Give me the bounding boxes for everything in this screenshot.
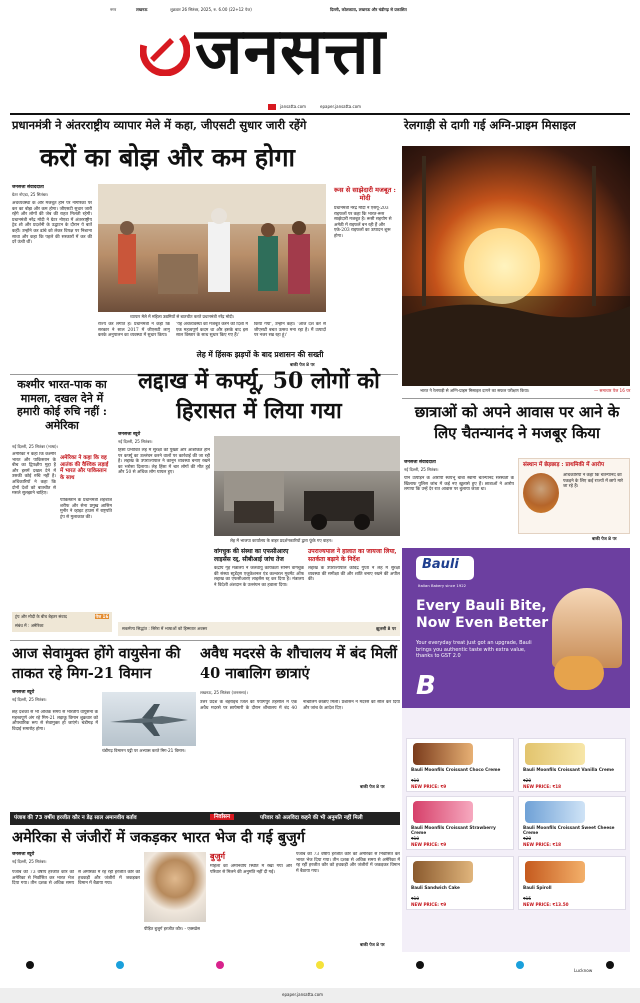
masthead-title: जनसत्ता bbox=[195, 14, 387, 89]
harjit-byline: जनसत्ता ब्यूरो bbox=[12, 852, 35, 857]
madrasa-place: लखनऊ, 25 सितंबर (जनसत्ता)। bbox=[200, 690, 248, 695]
product-old-price: ₹20 bbox=[523, 836, 531, 841]
kashmir-place: नई दिल्ली, 25 सितंबर (भाषा)। bbox=[12, 444, 59, 449]
harjit-body-2: पंजाब की 73 वर्षीय हरजीत कौर को अमेरिका से निर्वासित कर भारत भेज दिया गया। तीन दशक से अधिक समय से अमेरिका में रह रहीं हरजीत कौर को हथकड़ी और जंजीरों में जकड़कर विमान में बैठाया गया। bbox=[296, 852, 400, 874]
lead-photo bbox=[98, 184, 326, 312]
iaf-caption: चंडीगढ़ विमानन पट्टी पर अभ्यास करते मिग-21 विमान। bbox=[102, 748, 186, 753]
footer-bar bbox=[0, 988, 640, 1003]
iaf-byline: जनसत्ता ब्यूरो bbox=[12, 690, 35, 695]
product-old-price: ₹15 bbox=[523, 896, 531, 901]
lead-photo-caption: व्यापार मेले में महिला उद्यमियों से बातचीत करते प्रधानमंत्री नरेंद्र मोदी। bbox=[130, 314, 235, 319]
masthead-url[interactable]: jansatta.com bbox=[280, 104, 307, 109]
madrasa-continued[interactable]: बाकी पेज 8 पर bbox=[360, 784, 385, 789]
harjit-body: पंजाब की 73 वर्षीय हरजीत कौर को अमेरिका से निर्वासित कर भारत भेज दिया गया। तीन दशक से अधिक समय से अमेरिका में रह रहीं हरजीत कौर को हथकड़ी और जंजीरों में जकड़कर विमान में बैठाया गया। bbox=[12, 870, 140, 887]
ticker-right: परिवार को अलविदा कहने की भी अनुमति नहीं मिली bbox=[260, 815, 363, 821]
product-old-price: ₹10 bbox=[411, 836, 419, 841]
ladakh-headline: लद्दाख में कर्फ्यू, 50 लोगों को हिरासत में लिया गया bbox=[138, 368, 380, 424]
masthead-dateline: शुक्रवार 26 सितंबर, 2025, रु. 6.00 (22+12 पेज) bbox=[170, 7, 252, 12]
bauli-product-card[interactable] bbox=[406, 796, 514, 850]
lead-byline: जनसत्ता संवाददाता bbox=[12, 185, 44, 190]
footer-edition: Lucknow bbox=[574, 968, 593, 973]
harjit-photo bbox=[144, 852, 206, 922]
bauli-product-card[interactable] bbox=[406, 738, 514, 792]
ladakh-more-strip[interactable] bbox=[118, 622, 400, 636]
product-price: NEW PRICE: ₹9 bbox=[411, 784, 447, 789]
harjit-headline: अमेरिका से जंजीरों में जकड़कर भारत भेज दी गई बुजुर्ग bbox=[12, 829, 305, 846]
lead-col4: 'यह अर्थव्यवस्था को मजबूत करने की दिशा में एक महत्वपूर्ण कदम था और इसके बाद इस साल विस्तार के साथ सुधार किए गए हैं।' bbox=[176, 322, 248, 339]
harjit-continued[interactable]: बाकी पेज 8 पर bbox=[360, 942, 385, 947]
kashmir-ref-page: पेज 16 bbox=[95, 614, 109, 619]
ladakh-byline: जनसत्ता ब्यूरो bbox=[118, 432, 141, 437]
lg-body: लद्दाख के उपराज्यपाल कविंद्र गुप्ता ने लेह में सुरक्षा व्यवस्था की समीक्षा की और शांति बनाए रखने की अपील की। bbox=[308, 566, 400, 583]
top-strip-right: रेलगाड़ी से दागी गई अग्नि-प्राइम मिसाइल bbox=[404, 118, 576, 132]
bauli-croissant-image bbox=[554, 656, 604, 690]
product-name: Bauli Sandwich Cake bbox=[411, 885, 460, 890]
chaitanyanand-box-head: संस्थान में छेड़छाड़ : प्राथमिकी में आरोप bbox=[523, 462, 605, 468]
product-price: NEW PRICE: ₹18 bbox=[523, 784, 562, 789]
harjit-caption: पीड़ित बुजुर्ग हरजीत कौर। - एक्सप्रेस bbox=[144, 926, 200, 931]
mid-divider bbox=[10, 640, 400, 641]
product-image bbox=[525, 861, 585, 883]
kashmir-ref-box[interactable] bbox=[12, 612, 112, 632]
lead-col5: किया गया', उन्होंने कहा। 'आज देश कर से जीएसटी बचत उत्सव मना रहा है। मैं उत्पादों पर नजर रख रहा हूं।' bbox=[254, 322, 326, 339]
ladakh-more: सकर्मण्य सिद्धांत : सिरेरा में भाषाओं को हिम्मतार अवसर bbox=[122, 626, 208, 631]
kashmir-pull-2: पाकिस्तान के प्रधानमंत्री शहबाज शरीफ और सेना प्रमुख आसिम मुनीर ने व्हाइट हाउस में राष्ट्रपति ट्रंप से मुलाकात की। bbox=[60, 498, 112, 520]
product-price: NEW PRICE: ₹9 bbox=[411, 842, 447, 847]
kashmir-pull-1: अमेरिका ने कहा कि वह आतंक की वैश्विक लड़ाई में भारत और पाकिस्तान के साथ bbox=[60, 455, 109, 481]
product-image bbox=[413, 861, 473, 883]
lead-headline: करों का बोझ और कम होगा bbox=[40, 143, 295, 172]
missile-caption: भारत ने रेलगाड़ी से अग्नि-प्राइम मिसाइल दागने का सफल परीक्षण किया। bbox=[420, 388, 530, 393]
product-price: NEW PRICE: ₹13.50 bbox=[523, 902, 569, 907]
kashmir-ref-2: संबंध में : अमेरिका bbox=[15, 623, 44, 628]
ladakh-place: नई दिल्ली, 25 सितंबर। bbox=[118, 439, 153, 444]
lead-continued[interactable]: बाकी पेज 8 पर bbox=[290, 362, 315, 367]
product-name: Bauli Moonfils Croissant Vanilla Creme bbox=[523, 767, 615, 772]
top-strip-left: प्रधानमंत्री ने अंतरराष्ट्रीय व्यापार मेले में कहा, जीएसटी सुधार जारी रहेंगे bbox=[12, 118, 307, 132]
product-name: Bauli Moonfils Croissant Sweet Cheese Creme bbox=[523, 825, 615, 835]
bauli-ad-banner[interactable] bbox=[402, 548, 630, 708]
masthead-edition: नगर bbox=[110, 7, 117, 12]
iaf-place: नई दिल्ली, 25 सितंबर। bbox=[12, 697, 47, 702]
bauli-sub: Your everyday treat just got an upgrade, Bauli brings you authentic taste with extra value, thanks to GST 2.0 bbox=[416, 640, 532, 660]
iaf-body: छह दशकों से भी अधिक समय से भारतीय वायुसेना के महत्त्वपूर्ण अंग रहे मिग-21 लड़ाकू विमान शुक्रवार को औपचारिक रूप से सेवामुक्त हो जाएंगे। चंडीगढ़ में विदाई समारोह होगा। bbox=[12, 710, 98, 732]
product-name: Bauli Moonfils Croissant Choco Creme bbox=[411, 767, 501, 772]
masthead-epaper[interactable]: epaper.jansatta.com bbox=[320, 104, 362, 109]
masthead-city: लखनऊ bbox=[136, 7, 148, 12]
harjit-box-head: बुजुर्ग bbox=[210, 851, 226, 861]
wangchuk-body: केंद्रीय गृह मंत्रालय ने जलवायु कार्यकर्ता सोनम वांगचुक की संस्था स्टूडेंट्स एजुकेशनल एंड कल्चरल मूवमेंट ऑफ लद्दाख का एफसीआरए लाइसेंस रद्द कर दिया है। मंत्रालय ने विदेशी अंशदान के उल्लंघन का हवाला दिया। bbox=[214, 566, 304, 588]
russia-box-title: रूस से साझेदारी मजबूत : मोदी bbox=[334, 186, 396, 202]
product-image bbox=[413, 743, 473, 765]
footer-url[interactable]: epaper.jansatta.com bbox=[282, 992, 324, 997]
russia-box-body: प्रधानमंत्री नरेंद्र मोदी ने एसयू-203 राइफलों पर कहा कि भारत-रूस साझेदारी मजबूत है। रूसी सहयोग से अमेठी में राइफलें बन रही हैं और एके-203 राइफलों का उत्पादन शुरू होगा। bbox=[334, 206, 392, 239]
missile-photo bbox=[402, 146, 630, 386]
masthead-rule bbox=[10, 113, 630, 115]
wangchuk-headline: वांगचुक की संस्था का एफसीआरए लाइसेंस रद्द, सीबीआई जांच तेज bbox=[214, 548, 289, 563]
chaitanyanand-photo bbox=[523, 473, 559, 513]
chaitanyanand-body: यौन उत्पीड़न के आरोपी स्वयंभू बाबा स्वामी चैतन्यानंद सरस्वती के खिलाफ पुलिस जांच में कई नए खुलासे हुए हैं। छात्राओं ने आरोप लगाया कि उन्हें देर रात आवास पर बुलाया जाता था। bbox=[404, 476, 514, 493]
bauli-b-mark-icon: B bbox=[416, 671, 436, 701]
iaf-headline: आज सेवामुक्त होंगे वायुसेना की ताकत रहे मिग-21 विमान bbox=[12, 645, 181, 682]
jansatta-logo-mark bbox=[140, 26, 190, 76]
ticker-tag: निर्वासन bbox=[210, 814, 234, 820]
lead-body-1: अर्थव्यवस्था के और मजबूत होने पर नागरिकों पर कर का बोझ और कम होगा। जीएसटी सुधार जारी रहेंगे और लोगों की जेब की राहत मिलती रहेगी। प्रधानमंत्री नरेंद्र मोदी ने ग्रेटर नोएडा में अंतरराष्ट्रीय ट्रेड शो और प्रदर्शनी के उद्घाटन के दौरान ये बातें कहीं। उन्होंने कर ढांचे को लेकर विपक्ष पर निशाना साधा और कहा कि पहले की सरकारों में कर की दरें ऊंची थीं। bbox=[12, 201, 92, 246]
harjit-box-body: महिला को अमानवीय स्थिति में रखा गया और परिवार से मिलने की अनुमति नहीं दी गई। bbox=[210, 864, 292, 875]
product-image bbox=[525, 743, 585, 765]
chaitanyanand-continued[interactable]: बाकी पेज 8 पर bbox=[592, 536, 617, 541]
chaitanyanand-box bbox=[518, 458, 630, 534]
bauli-products bbox=[402, 708, 630, 952]
bauli-brand: Bauli bbox=[422, 557, 459, 572]
chaitanyanand-place: नई दिल्ली, 25 सितंबर। bbox=[404, 467, 439, 472]
product-image bbox=[525, 801, 585, 823]
product-price: NEW PRICE: ₹18 bbox=[523, 842, 562, 847]
bauli-product-card[interactable] bbox=[518, 796, 626, 850]
ladakh-more-page: झुलसी 8 पर bbox=[376, 626, 396, 631]
product-old-price: ₹10 bbox=[411, 778, 419, 783]
masthead-cities: दिल्ली, कोलकाता, लखनऊ और चंडीगढ़ से प्रकाशित bbox=[330, 7, 407, 12]
ladakh-photo bbox=[214, 436, 400, 536]
ladakh-kicker: लेह में हिंसक झड़पों के बाद प्रशासन की सख्ती bbox=[196, 350, 324, 359]
ticker-strip bbox=[10, 812, 400, 825]
chaitanyanand-box-body: अधिकारियों ने कहा कि चैतन्यानंद को पकड़ने के लिए कई राज्यों में छापे मारे जा रहे हैं। bbox=[563, 473, 623, 490]
ticker-left: पंजाब की 73 वर्षीय हरजीत कौर न डेढ़ साल अमानवीय बर्ताव bbox=[14, 815, 137, 821]
chaitanyanand-headline: छात्राओं को अपने आवास पर आने के लिए चैतन्यानंद ने मजबूर किया bbox=[414, 403, 620, 442]
product-name: Bauli Moonfils Croissant Strawberry Creme bbox=[411, 825, 496, 835]
product-name: Bauli Spiroll bbox=[523, 885, 552, 890]
madrasa-body: उत्तर प्रदेश के बहराइच जिले की पयागपुर तहसील में एक अवैध मदरसे पर छापेमारी के दौरान शौचालय में बंद 40 नाबालिग छात्राएं मिलीं। प्रशासन ने मदरसे को सील कर दिया और जांच के आदेश दिए। bbox=[200, 700, 400, 711]
bauli-logo bbox=[416, 556, 474, 580]
lg-headline: उपराज्यपाल ने हालात का जायजा लिया, सतर्कता बढ़ाने के निर्देश bbox=[308, 548, 397, 563]
lead-col3: राज्य कर लगाते हैं। प्रधानमंत्री ने कहा कि सरकार ने साल 2017 में जीएसटी लागू करके अनुपालन का व्यवस्था में सुधार किया। bbox=[98, 322, 170, 339]
print-registration-marks bbox=[20, 955, 620, 965]
chaitanyanand-byline: जनसत्ता संवाददाता bbox=[404, 460, 436, 465]
ladakh-body: हिंसा प्रभावित लेह में सुरक्षा को पुख्ता और आशंकित होने पर कर्फ्यू का उल्लंघन करने वालों पर कार्रवाई की जा रही है। लद्दाख के उपराज्यपाल ने कानून व्यवस्था बनाए रखने का भरोसा दिलाया। लेह हिंसा में चार लोगों की मौत हुई और 50 से अधिक लोग घायल हुए। bbox=[118, 448, 210, 476]
missile-credit: — समाचार पेज 16 पर bbox=[594, 388, 631, 393]
chaitanyanand-divider bbox=[402, 398, 630, 399]
bauli-tag: Italian Bakery since 1922 bbox=[418, 583, 467, 588]
iaf-photo bbox=[102, 692, 196, 746]
kashmir-headline: कश्मीर भारत-पाक का मामला, दखल देने में हमारी कोई रुचि नहीं : अमेरिका bbox=[17, 378, 107, 432]
product-image bbox=[413, 801, 473, 823]
bauli-product-card[interactable] bbox=[518, 856, 626, 910]
product-old-price: ₹20 bbox=[523, 778, 531, 783]
bauli-product-card[interactable] bbox=[518, 738, 626, 792]
harjit-place: नई दिल्ली, 25 सितंबर। bbox=[12, 859, 47, 864]
web-icon bbox=[268, 104, 276, 110]
lead-place: ग्रेटर नोएडा, 25 सितंबर। bbox=[12, 192, 49, 197]
product-old-price: ₹10 bbox=[411, 896, 419, 901]
madrasa-headline: अवैध मदरसे के शौचालय में बंद मिलीं 40 नाबालिग छात्राएं bbox=[200, 645, 398, 682]
kashmir-body: अमेरिका ने कहा कि कश्मीर भारत और पाकिस्तान के बीच का द्विपक्षीय मुद्दा है और इसमें दखल देने में उसकी कोई रुचि नहीं है। अधिकारियों ने कहा कि दोनों देशों को बातचीत से मसले सुलझाने चाहिए। bbox=[12, 452, 56, 497]
bauli-product-card[interactable] bbox=[406, 856, 514, 910]
product-price: NEW PRICE: ₹9 bbox=[411, 902, 447, 907]
kashmir-ref: ट्रंप और मोदी के बीच बेहतर संवाद bbox=[15, 614, 67, 619]
bauli-headline: Every Bauli Bite, Now Even Better bbox=[416, 598, 549, 631]
ladakh-photo-caption: लेह में भाजपा कार्यालय के बाहर प्रदर्शनकारियों द्वारा फूंके गए वाहन। bbox=[230, 538, 333, 543]
